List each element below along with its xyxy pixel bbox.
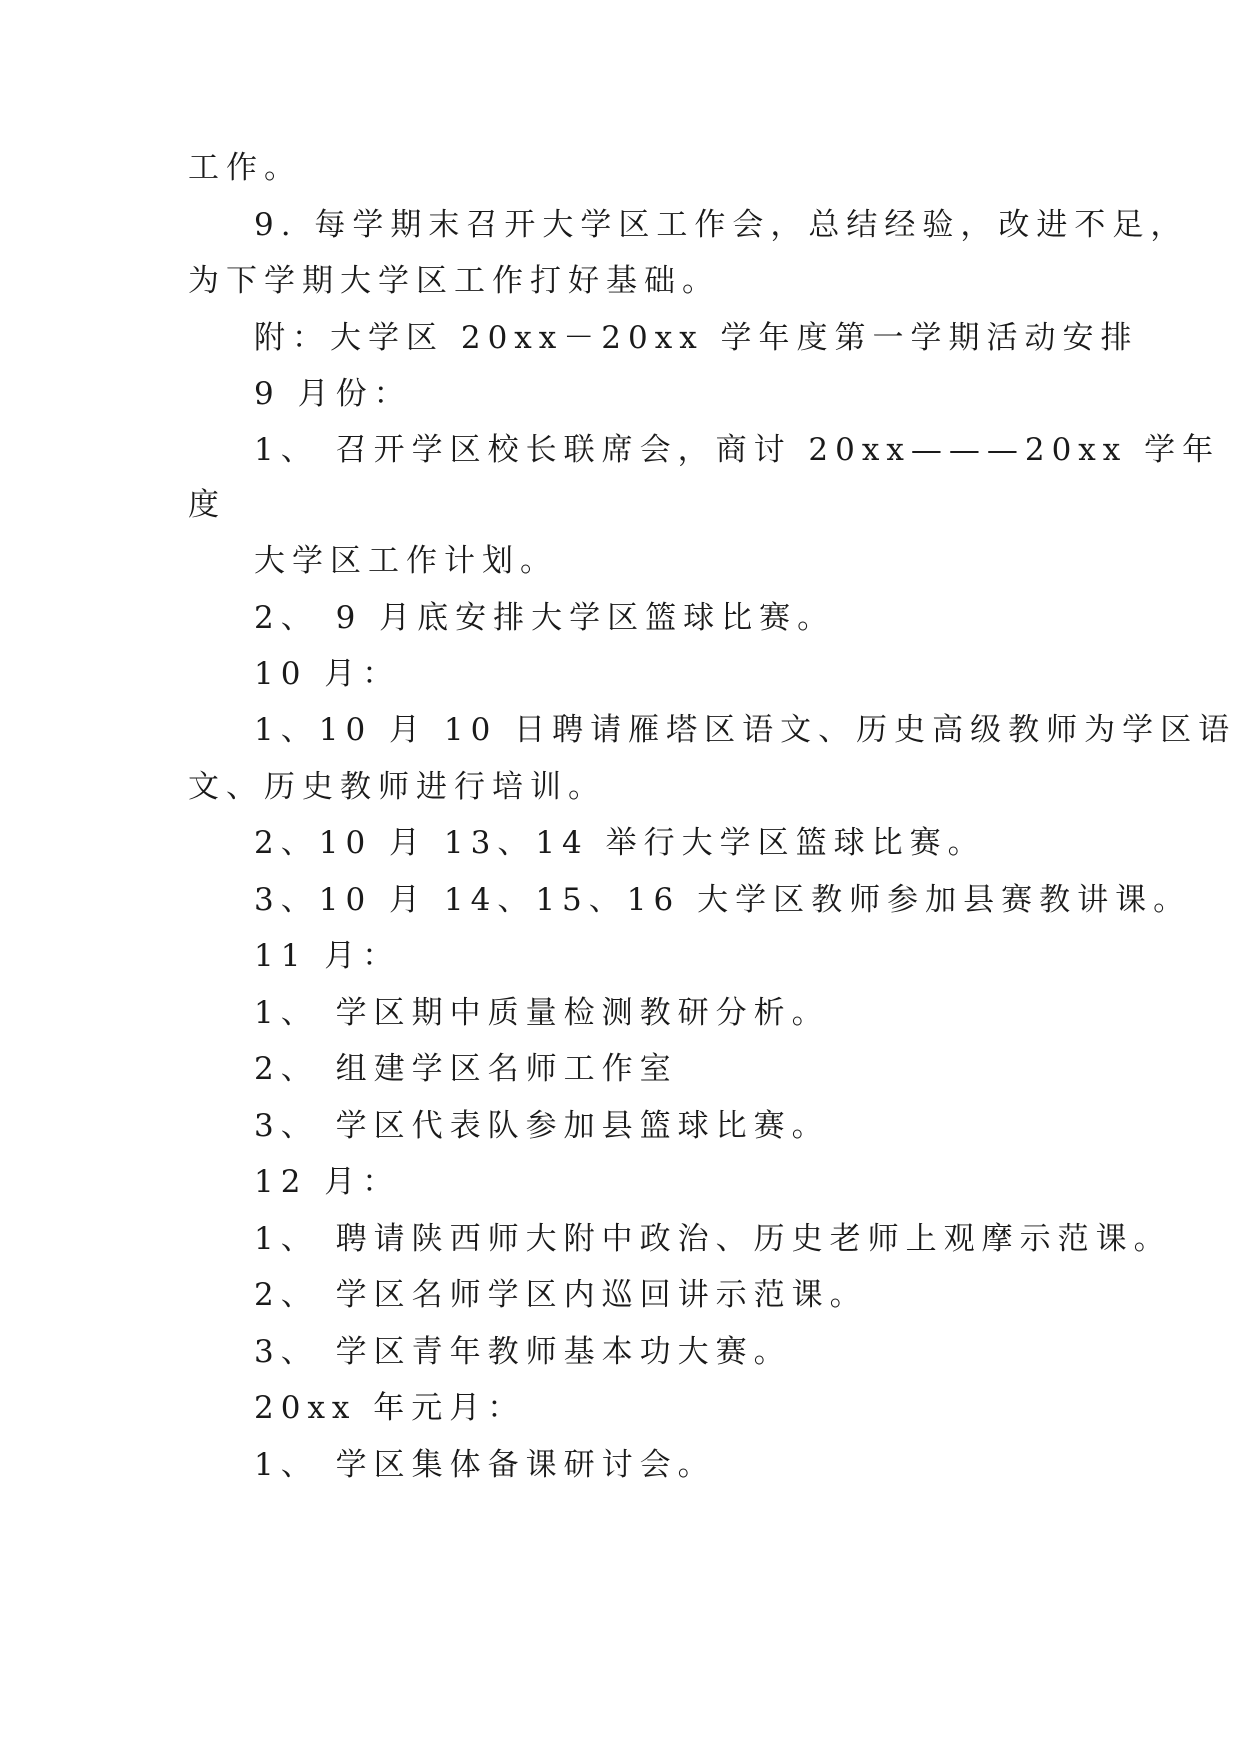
month-heading-december: 12 月：	[254, 1164, 401, 1200]
september-item-1-cont: 大学区工作计划。	[254, 543, 558, 579]
october-item-1: 1、10 月 10 日聘请雁塔区语文、历史高级教师为学区语	[254, 712, 1237, 748]
month-heading-september: 9 月份：	[254, 376, 412, 412]
december-item-2: 2、 学区名师学区内巡回讲示范课。	[254, 1277, 868, 1313]
september-item-1: 1、 召开学区校长联席会，商讨 20xx———20xx 学年	[254, 432, 1221, 468]
october-item-1-cont: 文、历史教师进行培训。	[188, 769, 606, 805]
november-item-1: 1、 学区期中质量检测教研分析。	[254, 995, 830, 1031]
january-item-1: 1、 学区集体备课研讨会。	[254, 1447, 716, 1483]
month-heading-november: 11 月：	[254, 938, 401, 974]
november-item-2: 2、 组建学区名师工作室	[254, 1051, 678, 1087]
november-item-3: 3、 学区代表队参加县篮球比赛。	[254, 1108, 830, 1144]
september-item-2: 2、 9 月底安排大学区篮球比赛。	[254, 600, 836, 636]
december-item-1: 1、 聘请陕西师大附中政治、历史老师上观摩示范课。	[254, 1221, 1172, 1257]
month-heading-january: 20xx 年元月：	[254, 1390, 526, 1426]
month-heading-october: 10 月：	[254, 656, 401, 692]
october-item-3: 3、10 月 14、15、16 大学区教师参加县赛教讲课。	[254, 882, 1192, 918]
text-line-item-9: 9. 每学期末召开大学区工作会，总结经验，改进不足，	[254, 207, 1189, 243]
text-line-item-9-cont: 为下学期大学区工作打好基础。	[188, 263, 720, 299]
text-line-continuation: 工作。	[188, 150, 302, 186]
appendix-heading: 附：大学区 20xx－20xx 学年度第一学期活动安排	[254, 320, 1139, 356]
september-item-1-wrap: 度	[188, 487, 226, 523]
october-item-2: 2、10 月 13、14 举行大学区篮球比赛。	[254, 825, 986, 861]
december-item-3: 3、 学区青年教师基本功大赛。	[254, 1334, 792, 1370]
